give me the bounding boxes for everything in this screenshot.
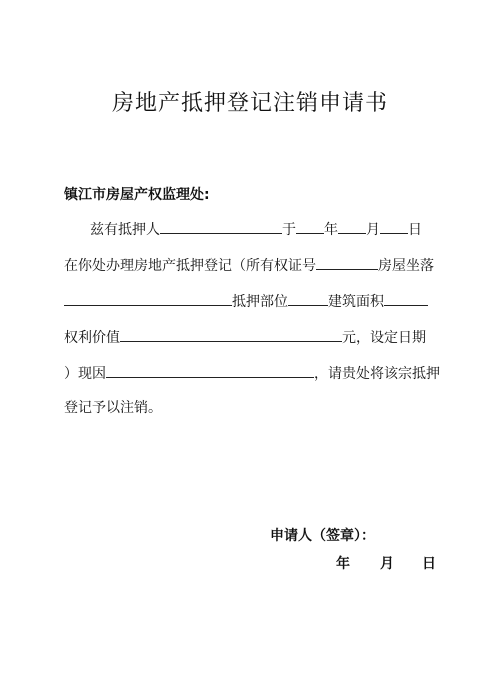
- body-line-6: [64, 398, 162, 418]
- body-line-1: [90, 218, 422, 238]
- text-mortgage-part: 抵押部位: [232, 294, 288, 310]
- blank-mortgagor: [160, 218, 282, 234]
- signature-month: 月: [380, 556, 394, 572]
- text-day: 日: [408, 222, 422, 238]
- blank-year: [296, 218, 324, 234]
- document-title: 房地产抵押登记注销申请书: [111, 91, 388, 116]
- text-year: 年: [324, 222, 338, 238]
- text-right-value: 权利价值: [64, 330, 120, 346]
- recipient-line: 镇江市房屋产权监理处:: [64, 187, 210, 203]
- text-cancel: 登记予以注销。: [64, 400, 162, 416]
- text-request: ，请贵处将该宗抵押: [314, 366, 440, 382]
- blank-reason: [106, 362, 314, 378]
- blank-certificate-no: [316, 254, 378, 270]
- body-line-5: [64, 362, 440, 382]
- body-line-3: [64, 290, 428, 310]
- applicant-signature-label: 申请人（签章）：: [270, 528, 375, 544]
- blank-mortgage-part: [288, 290, 328, 306]
- blank-month: [338, 218, 366, 234]
- body-line-2: [64, 254, 434, 274]
- body-line-4: [64, 326, 426, 346]
- blank-right-value: [120, 326, 342, 342]
- signature-year: 年: [336, 556, 350, 572]
- text-registration: 在你处办理房地产抵押登记（所有权证号: [64, 258, 316, 274]
- text-month: 月: [366, 222, 380, 238]
- signature-day: 日: [422, 556, 436, 572]
- text-floor-area: 建筑面积: [328, 294, 384, 310]
- text-mortgagor-label: 兹有抵押人: [90, 222, 160, 238]
- blank-floor-area: [384, 290, 428, 306]
- blank-location: [64, 290, 232, 306]
- blank-day: [380, 218, 408, 234]
- text-location: 房屋坐落: [378, 258, 434, 274]
- text-on: 于: [282, 222, 296, 238]
- text-reason: ）现因: [64, 366, 106, 382]
- text-yuan-set-date: 元，设定日期: [342, 330, 426, 346]
